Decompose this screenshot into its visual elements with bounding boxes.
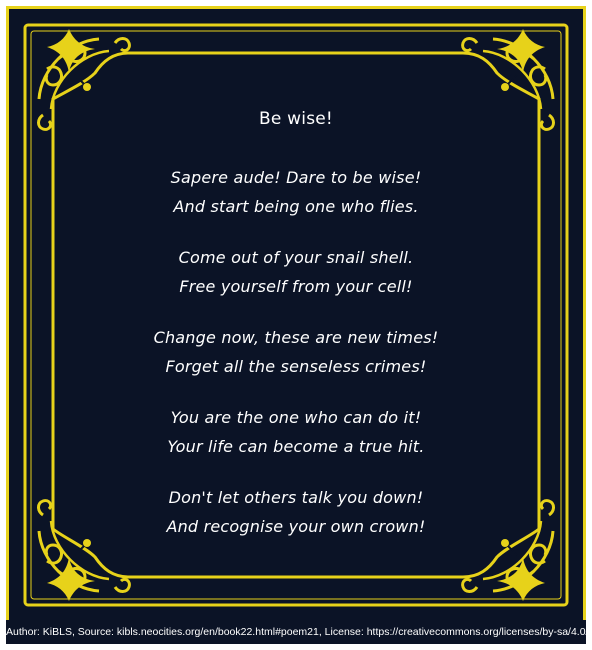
poem-line: You are the one who can do it! bbox=[170, 408, 422, 427]
poem-title: Be wise! bbox=[259, 109, 333, 129]
poem-line: Don't let others talk you down! bbox=[168, 488, 424, 507]
poem-stanza bbox=[9, 483, 583, 541]
attribution-footer: Author: KiBLS, Source: kibls.neocities.org/en/book22.html#poem21, License: https://creativecommons.org/licenses/by-sa/4.0/ bbox=[6, 620, 586, 644]
poem-stanza bbox=[9, 323, 583, 381]
poem-body bbox=[9, 105, 583, 563]
poem-line: And recognise your own crown! bbox=[166, 517, 426, 536]
poem-stanza bbox=[9, 163, 583, 221]
poem-stanza bbox=[9, 403, 583, 461]
poem-card bbox=[6, 6, 586, 624]
poem-line: Come out of your snail shell. bbox=[178, 248, 414, 267]
poem-line: Sapere aude! Dare to be wise! bbox=[170, 168, 422, 187]
poem-line: Free yourself from your cell! bbox=[179, 277, 413, 296]
poem-stanza bbox=[9, 243, 583, 301]
poem-line: Forget all the senseless crimes! bbox=[165, 357, 427, 376]
poem-line: Change now, these are new times! bbox=[153, 328, 439, 347]
poem-line: Your life can become a true hit. bbox=[167, 437, 425, 456]
poem-line: And start being one who flies. bbox=[173, 197, 419, 216]
